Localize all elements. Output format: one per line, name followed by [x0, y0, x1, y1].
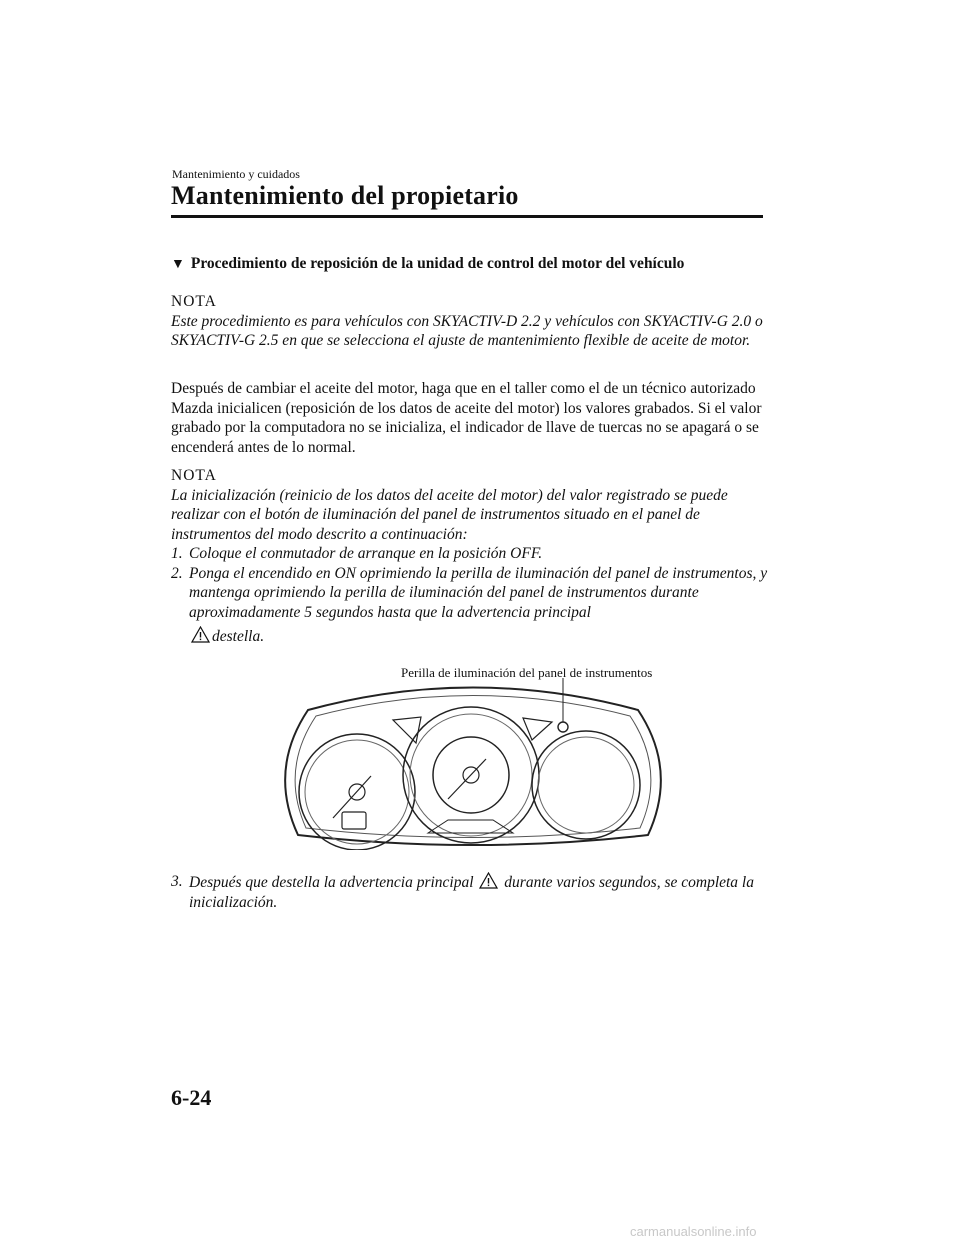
page-title: Mantenimiento del propietario: [171, 181, 519, 210]
step-number: 3.: [171, 873, 183, 890]
illumination-knob: [558, 722, 568, 732]
triangle-marker-icon: ▼: [171, 257, 185, 272]
instrument-cluster-illustration: [278, 670, 668, 850]
procedure-heading-text: Procedimiento de reposición de la unidad de control del motor del vehículo: [190, 255, 685, 272]
left-turn-signal-icon: [393, 717, 421, 743]
step-text-end: durante varios segundos, se completa la inicialización.: [189, 874, 754, 911]
body-paragraph: Después de cambiar el aceite del motor, haga que en el taller como el de un técnico autorizado Mazda inicialicen (reposición de los datos de aceite del motor) los valores grabados. Si el valor grabado por la computadora no se inicializa, el indicador de llave de tuercas no se apagará o se encenderá antes de lo normal.: [171, 380, 762, 456]
steps-list: [171, 544, 771, 648]
step-text: Después que destella la advertencia principal: [189, 874, 474, 891]
watermark: carmanualsonline.info: [630, 1224, 757, 1239]
note-label: NOTA: [171, 467, 217, 484]
center-gauge: [403, 707, 539, 843]
step-number: 1.: [171, 545, 183, 562]
right-gauge: [532, 731, 640, 839]
title-rule: [171, 215, 763, 218]
step-number: 2.: [171, 564, 183, 582]
master-warning-icon: [191, 626, 210, 643]
step-text: Coloque el conmutador de arranque en la posición OFF.: [189, 545, 543, 562]
list-item: [171, 544, 771, 564]
list-item: [171, 564, 771, 649]
master-warning-icon: [479, 872, 498, 889]
step-text-end: destella.: [212, 628, 265, 645]
callout-label: Perilla de iluminación del panel de instrumentos: [401, 665, 653, 680]
note-intro: La inicialización (reinicio de los datos del aceite del motor) del valor registrado se puede realizar con el botón de iluminación del panel de instrumentos situado en el panel de instrumentos del modo descrito a continuación:: [171, 486, 728, 543]
note-block-1: [171, 292, 771, 351]
page-number: 6-24: [171, 1085, 212, 1110]
step-3: [171, 872, 779, 912]
note-text: Este procedimiento es para vehículos con SKYACTIV-D 2.2 y vehículos con SKYACTIV-G 2.0 o SKYACTIV-G 2.5 en que se selecciona el ajuste de mantenimiento flexible de aceite de motor.: [171, 312, 763, 349]
note-label: NOTA: [171, 293, 217, 310]
step-text: Ponga el encendido en ON oprimiendo la perilla de iluminación del panel de instrumentos, y mantenga oprimiendo la perilla de iluminación del panel de instrumentos durante aproximadamente 5 segundos hasta que la advertencia principal: [189, 564, 768, 621]
section-label: Mantenimiento y cuidados: [172, 167, 300, 181]
oil-indicator-display: [342, 812, 366, 829]
note-block-2: [171, 466, 771, 648]
procedure-heading: [171, 255, 684, 273]
